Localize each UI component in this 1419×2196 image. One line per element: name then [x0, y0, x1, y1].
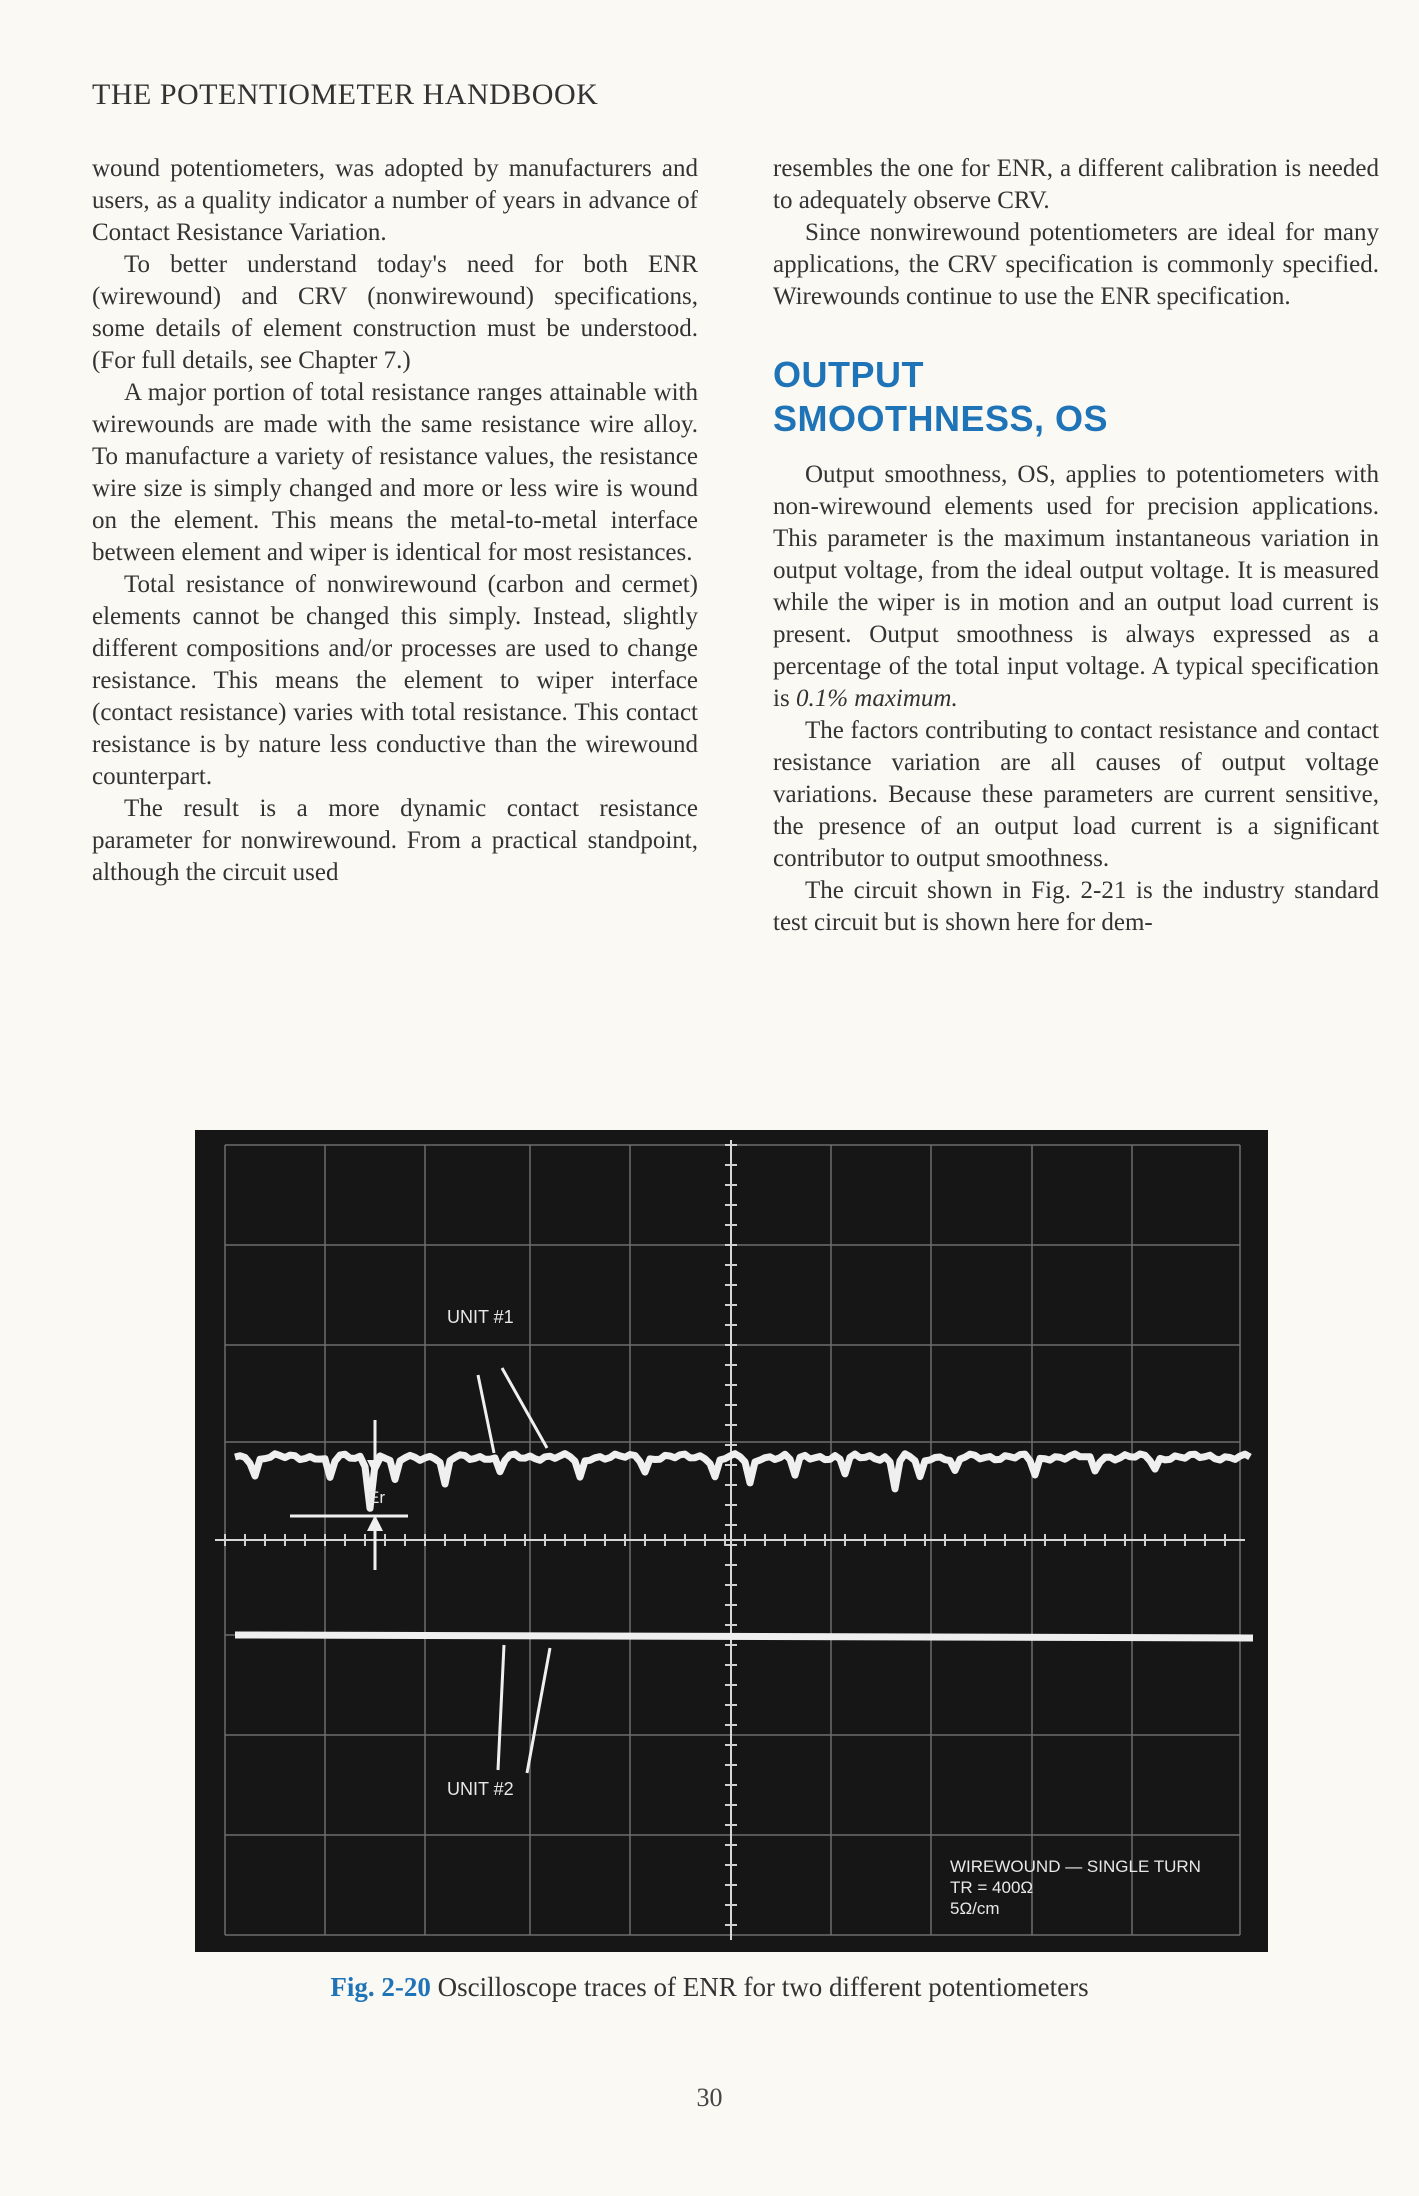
- typical-spec: 0.1% maximum.: [795, 685, 958, 712]
- paragraph: Since nonwirewound potentiometers are ideal for many applications, the CRV specification is commonly specified. Wirewounds continue to use the ENR specification.: [773, 219, 1379, 310]
- section-heading-line: OUTPUT: [773, 354, 924, 395]
- paragraph: wound potentiometers, was adopted by manufacturers and users, as a quality indicator a number of years in advance of Contact Resistance Variation.: [92, 155, 698, 246]
- paragraph: The factors contributing to contact resistance and contact resistance variation are all causes of output voltage variations. Because these parameters are current sensitive, the presence of an output load current is a significant contributor to output smoothness.: [773, 717, 1379, 872]
- er-label: Er: [368, 1488, 385, 1507]
- right-column: [773, 153, 1379, 939]
- running-head: THE POTENTIOMETER HANDBOOK: [92, 78, 599, 111]
- scope-info-line: 5Ω/cm: [950, 1899, 1000, 1918]
- caption-text: Oscilloscope traces of ENR for two different potentiometers: [437, 1972, 1089, 2002]
- page-number: 30: [696, 2083, 723, 2112]
- unit-1-label: UNIT #1: [447, 1307, 514, 1327]
- paragraph: Total resistance of nonwirewound (carbon and cermet) elements cannot be changed this simply. Instead, slightly different compositions and/or processes are used to change resistance. This means the element to wiper interface (contact resistance) varies with total resistance. This contact resistance is by nature less conductive than the wirewound counterpart.: [92, 571, 698, 790]
- paragraph: The result is a more dynamic contact resistance parameter for nonwirewound. From a practical standpoint, although the circuit used: [92, 795, 698, 886]
- oscilloscope-figure: [195, 1130, 1268, 1952]
- paragraph: To better understand today's need for both ENR (wirewound) and CRV (nonwirewound) specifications, some details of element construction must be understood. (For full details, see Chapter 7.): [92, 251, 698, 374]
- paragraph: [773, 459, 1379, 715]
- unit-2-label: UNIT #2: [447, 1779, 514, 1799]
- paragraph-text: Output smoothness, OS, applies to potentiometers with non-wirewound elements used for precision applications. This parameter is the maximum instantaneous variation in output voltage, from the ideal output voltage. It is measured while the wiper is in motion and an output load current is present. Output smoothness is always expressed as a percentage of the total input voltage. A typical specification is: [773, 461, 1379, 712]
- paragraph: A major portion of total resistance ranges attainable with wirewounds are made with the same resistance wire alloy. To manufacture a variety of resistance values, the resistance wire size is simply changed and more or less wire is wound on the element. This means the metal-to-metal interface between element and wiper is identical for most resistances.: [92, 379, 698, 566]
- left-column: [92, 153, 698, 889]
- paragraph: resembles the one for ENR, a different calibration is needed to adequately observe CRV.: [773, 155, 1379, 214]
- trace-unit-2: [235, 1635, 1253, 1638]
- scope-info-line: TR = 400Ω: [950, 1878, 1034, 1897]
- figure-caption: [0, 1972, 1419, 2003]
- section-heading: [773, 353, 1379, 441]
- scope-info-line: WIREWOUND — SINGLE TURN: [950, 1857, 1201, 1876]
- oscilloscope-screen: [195, 1130, 1268, 1952]
- caption-label: Fig. 2-20: [330, 1972, 431, 2002]
- section-heading-line: SMOOTHNESS, OS: [773, 398, 1109, 439]
- paragraph: The circuit shown in Fig. 2-21 is the industry standard test circuit but is shown here for dem-: [773, 877, 1379, 936]
